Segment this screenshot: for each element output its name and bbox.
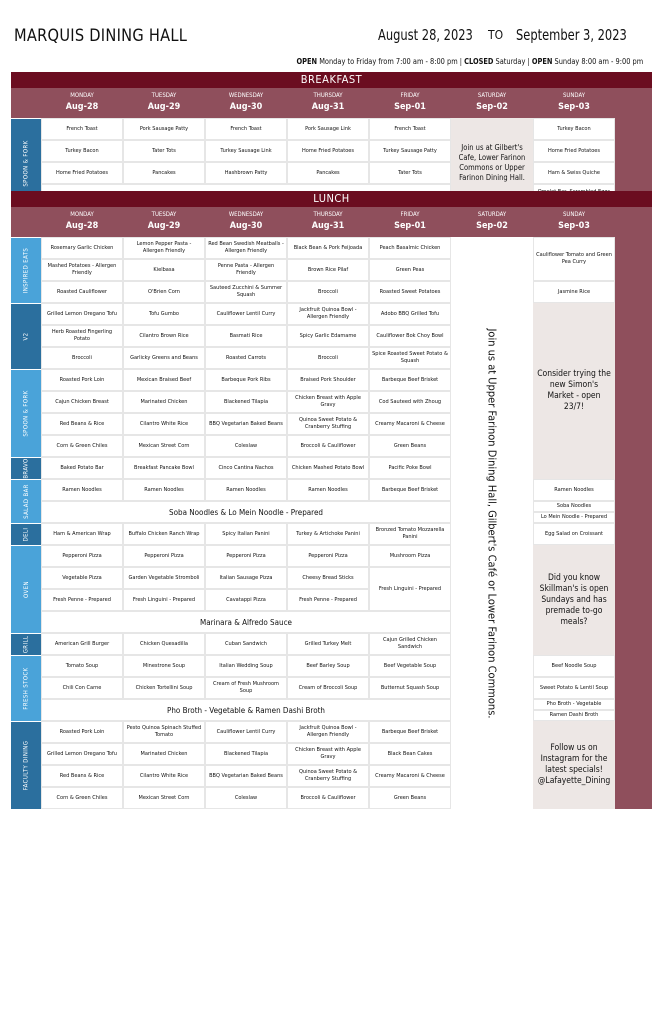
open-sunday: Sunday 8:00 am - 9:00 pm (554, 56, 643, 66)
day-date: Aug-28 (65, 102, 99, 112)
start-date: August 28, 2023 (378, 26, 473, 44)
sunday-stack (533, 699, 615, 721)
to-label: TO (488, 28, 504, 42)
day-header (205, 207, 287, 237)
menu-item: Grilled Turkey Melt (287, 633, 369, 655)
menu-item: Mexican Street Corn (123, 435, 205, 457)
menu-item: Broccoli & Cauliflower (287, 787, 369, 809)
station-salad (11, 479, 41, 523)
menu-item: Chicken Quesadilla (123, 633, 205, 655)
station-label: INSPIRED EATS (22, 247, 30, 294)
menu-item: Pancakes (287, 162, 369, 184)
menu-item: Braised Pork Shoulder (287, 369, 369, 391)
breakfast-section (11, 72, 652, 208)
menu-item: BBQ Vegetarian Baked Beans (205, 413, 287, 435)
sunday-item: Turkey Bacon (533, 118, 615, 140)
menu-item: Barbeque Pork Ribs (205, 369, 287, 391)
menu-item: Roasted Carrots (205, 347, 287, 369)
menu-item: Home Fried Potatoes (287, 140, 369, 162)
menu-item: Adobo BBQ Grilled Tofu (369, 303, 451, 325)
day-name: FRIDAY (400, 92, 420, 99)
station-deli (11, 523, 41, 545)
end-date: September 3, 2023 (516, 26, 627, 44)
menu-item: Red Beans & Rice (41, 765, 123, 787)
station-label: SPOON & FORK (22, 390, 30, 437)
breakfast-day-header (11, 88, 652, 118)
menu-item: Cajun Grilled Chicken Sandwich (369, 633, 451, 655)
day-header-spacer (11, 88, 41, 118)
day-header (451, 88, 533, 118)
station-v2 (11, 303, 41, 369)
open-weekday: Monday to Friday from 7:00 am - 8:00 pm (319, 56, 458, 66)
menu-item: Pork Sausage Patty (123, 118, 205, 140)
sunday-item: Lo Mein Noodle - Prepared (533, 512, 615, 523)
day-name: THURSDAY (313, 92, 343, 99)
day-name: TUESDAY (151, 211, 177, 218)
day-date: Aug-29 (147, 102, 181, 112)
closed-day: Saturday (495, 56, 526, 66)
day-header (205, 88, 287, 118)
station-label: FRESH STOCK (22, 667, 30, 710)
sunday-item: Ramen Noodles (533, 479, 615, 501)
menu-item: Rosemary Garlic Chicken (41, 237, 123, 259)
menu-item: Cream of Broccoli Soup (287, 677, 369, 699)
menu-item: Vegetable Pizza (41, 567, 123, 589)
sunday-item: Jasmine Rice (533, 281, 615, 303)
day-name: THURSDAY (313, 211, 343, 218)
station-label: FACULTY DINING (22, 740, 30, 791)
menu-item: Grilled Lemon Oregano Tofu (41, 303, 123, 325)
menu-item: Chicken Tortellini Soup (123, 677, 205, 699)
menu-item: Cilantro Brown Rice (123, 325, 205, 347)
day-name: SATURDAY (477, 92, 507, 99)
menu-item: Pepperoni Pizza (287, 545, 369, 567)
station-bravo (11, 457, 41, 479)
sunday-note: Did you know Skillman's is open Sundays and has premade to-go meals? (533, 545, 615, 655)
day-date: Aug-31 (311, 102, 345, 112)
menu-item: Grilled Lemon Oregano Tofu (41, 743, 123, 765)
menu-item: Bronzed Tomato Mozzarella Panini (369, 523, 451, 545)
menu-item: Pepperoni Pizza (123, 545, 205, 567)
station-label: GRILL (22, 635, 30, 654)
hall-title: MARQUIS DINING HALL (14, 26, 188, 46)
menu-item: Baked Potato Bar (41, 457, 123, 479)
lunch-title: LUNCH (11, 191, 652, 207)
menu-item: Cavatappi Pizza (205, 589, 287, 611)
menu-item: Broccoli (287, 347, 369, 369)
station-wide-item: Soba Noodles & Lo Mein Noodle - Prepared (41, 501, 451, 523)
menu-item: Corn & Green Chiles (41, 435, 123, 457)
menu-item: Roasted Cauliflower (41, 281, 123, 303)
lunch-grid (11, 237, 652, 809)
saturday-note: Join us at Upper Farinon Dining Hall, Gilbert's Café or Lower Farinon Commons. (485, 328, 499, 718)
menu-item: Spice Roasted Sweet Potato & Squash (369, 347, 451, 369)
day-date: Aug-31 (311, 221, 345, 231)
station-fresh (11, 655, 41, 721)
page-header (12, 22, 651, 52)
day-name: WEDNESDAY (228, 92, 264, 99)
menu-item: Pork Sausage Link (287, 118, 369, 140)
menu-item: Spicy Italian Panini (205, 523, 287, 545)
menu-item: Broccoli (287, 281, 369, 303)
menu-item: Kielbasa (123, 259, 205, 281)
menu-item: Coleslaw (205, 787, 287, 809)
sunday-stack (533, 501, 615, 523)
menu-item: Chicken Breast with Apple Gravy (287, 743, 369, 765)
menu-item: Garden Vegetable Stromboli (123, 567, 205, 589)
menu-item: Pepperoni Pizza (41, 545, 123, 567)
day-date: Sep-02 (476, 221, 508, 231)
menu-item: Pesto Quinoa Spinach Stuffed Tomato (123, 721, 205, 743)
menu-item: Mexican Street Corn (123, 787, 205, 809)
sunday-item: Sweet Potato & Lentil Soup (533, 677, 615, 699)
station-wide-item: Marinara & Alfredo Sauce (41, 611, 451, 633)
menu-item: Butternut Squash Soup (369, 677, 451, 699)
day-name: SUNDAY (563, 92, 585, 99)
menu-item: Beef Barley Soup (287, 655, 369, 677)
menu-item: Tomato Soup (41, 655, 123, 677)
menu-item: Cauliflower Lentil Curry (205, 303, 287, 325)
menu-item: Ramen Noodles (287, 479, 369, 501)
menu-item: Cinco Cantina Nachos (205, 457, 287, 479)
menu-item: Marinated Chicken (123, 743, 205, 765)
menu-item: O'Brien Corn (123, 281, 205, 303)
menu-item: Barbeque Beef Brisket (369, 479, 451, 501)
menu-item: Mexican Braised Beef (123, 369, 205, 391)
menu-item: Basmati Rice (205, 325, 287, 347)
station-faculty (11, 721, 41, 809)
day-date: Aug-30 (229, 102, 263, 112)
menu-item: Ramen Noodles (41, 479, 123, 501)
menu-item: Ham & American Wrap (41, 523, 123, 545)
menu-item: Cauliflower Lentil Curry (205, 721, 287, 743)
menu-item: Quinoa Sweet Potato & Cranberry Stuffing (287, 413, 369, 435)
station-spoon (11, 369, 41, 457)
station-label: OVEN (22, 581, 30, 598)
menu-item: Creamy Macaroni & Cheese (369, 413, 451, 435)
menu-item: Broccoli (41, 347, 123, 369)
menu-item: Cilantro White Rice (123, 413, 205, 435)
day-name: FRIDAY (400, 211, 420, 218)
day-date: Aug-29 (147, 221, 181, 231)
menu-item: Garlicky Greens and Beans (123, 347, 205, 369)
menu-item: Turkey Bacon (41, 140, 123, 162)
menu-item: Chili Con Carne (41, 677, 123, 699)
day-name: MONDAY (70, 211, 94, 218)
day-header (41, 88, 123, 118)
station-label: V2 (22, 332, 30, 341)
menu-item: Roasted Pork Loin (41, 369, 123, 391)
menu-item: Minestrone Soup (123, 655, 205, 677)
sunday-item: Beef Noodle Soup (533, 655, 615, 677)
menu-item: Red Bean Swedish Meatballs - Allergen Friendly (205, 237, 287, 259)
menu-item: Black Bean & Pork Feijoada (287, 237, 369, 259)
menu-item: Breakfast Pancake Bowl (123, 457, 205, 479)
menu-item: French Toast (369, 118, 451, 140)
menu-item: Cod Sauteed with Zhoug (369, 391, 451, 413)
day-name: SATURDAY (477, 211, 507, 218)
menu-item: Pancakes (123, 162, 205, 184)
menu-item: Blackened Tilapia (205, 743, 287, 765)
menu-item: Buffalo Chicken Ranch Wrap (123, 523, 205, 545)
menu-item: Mashed Potatoes - Allergen Friendly (41, 259, 123, 281)
day-header (533, 88, 615, 118)
menu-item: Chicken Mashed Potato Bowl (287, 457, 369, 479)
menu-item: Pepperoni Pizza (205, 545, 287, 567)
menu-item: Turkey Sausage Patty (369, 140, 451, 162)
day-header (41, 207, 123, 237)
menu-item: Cauliflower Bok Choy Bowl (369, 325, 451, 347)
menu-item: Mushroom Pizza (369, 545, 451, 567)
menu-item: French Toast (205, 118, 287, 140)
menu-item: Turkey & Artichoke Panini (287, 523, 369, 545)
menu-item: Brown Rice Pilaf (287, 259, 369, 281)
menu-item: Chicken Breast with Apple Gravy (287, 391, 369, 413)
day-date: Sep-01 (394, 102, 426, 112)
menu-item: Roasted Pork Loin (41, 721, 123, 743)
menu-item: Green Beans (369, 435, 451, 457)
sunday-item: Egg Salad on Croissant (533, 523, 615, 545)
sunday-item: Ramen Dashi Broth (533, 710, 615, 721)
sunday-item: Ham & Swiss Quiche (533, 162, 615, 184)
menu-item: BBQ Vegetarian Baked Beans (205, 765, 287, 787)
menu-item: Fresh Penne - Prepared (287, 589, 369, 611)
menu-item: Barbeque Beef Brisket (369, 721, 451, 743)
menu-item: Jackfruit Quinoa Bowl - Allergen Friendly (287, 303, 369, 325)
day-date: Sep-01 (394, 221, 426, 231)
day-name: MONDAY (70, 92, 94, 99)
station-grill (11, 633, 41, 655)
menu-item: Quinoa Sweet Potato & Cranberry Stuffing (287, 765, 369, 787)
menu-item: Tofu Gumbo (123, 303, 205, 325)
day-header (287, 207, 369, 237)
day-name: WEDNESDAY (228, 211, 264, 218)
day-header (287, 88, 369, 118)
menu-item: American Grill Burger (41, 633, 123, 655)
sunday-note: Consider trying the new Simon's Market - open 23/7! (533, 303, 615, 479)
menu-item: Fresh Linguini - Prepared (123, 589, 205, 611)
sunday-item: Soba Noodles (533, 501, 615, 512)
menu-item: Marinated Chicken (123, 391, 205, 413)
day-header (533, 207, 615, 237)
station-label: SPOON & FORK (22, 140, 30, 187)
station-label: BRAVO (22, 458, 30, 479)
menu-item: Home Fried Potatoes (41, 162, 123, 184)
menu-item: Beef Vegetable Soup (369, 655, 451, 677)
day-date: Sep-03 (558, 102, 590, 112)
open-sunday-label: OPEN (531, 56, 553, 66)
menu-item: Lemon Pepper Pasta - Allergen Friendly (123, 237, 205, 259)
sunday-item: Home Fried Potatoes (533, 140, 615, 162)
menu-item: Broccoli & Cauliflower (287, 435, 369, 457)
day-name: TUESDAY (151, 92, 177, 99)
day-header (123, 88, 205, 118)
lunch-section (11, 191, 652, 809)
menu-item: Cream of Fresh Mushroom Soup (205, 677, 287, 699)
station-inspired (11, 237, 41, 303)
day-date: Sep-03 (558, 221, 590, 231)
day-date: Aug-28 (65, 221, 99, 231)
menu-item: Penne Pasta - Allergen Friendly (205, 259, 287, 281)
day-header (123, 207, 205, 237)
menu-item: Peach Basalmic Chicken (369, 237, 451, 259)
menu-item: Fresh Penne - Prepared (41, 589, 123, 611)
day-header (369, 88, 451, 118)
menu-item: Creamy Macaroni & Cheese (369, 765, 451, 787)
menu-item: Barbeque Beef Brisket (369, 369, 451, 391)
day-header (451, 207, 533, 237)
menu-item: Sauteed Zucchini & Summer Squash (205, 281, 287, 303)
menu-item: French Toast (41, 118, 123, 140)
menu-item: Pacific Poke Bowl (369, 457, 451, 479)
menu-item: Coleslaw (205, 435, 287, 457)
day-header-spacer (11, 207, 41, 237)
menu-item: Spicy Garlic Edamame (287, 325, 369, 347)
closed-label: CLOSED (463, 56, 494, 66)
menu-item: Tater Tots (123, 140, 205, 162)
menu-item: Black Bean Cakes (369, 743, 451, 765)
menu-item: Herb Roasted Fingerling Potato (41, 325, 123, 347)
menu-item: Cilantro White Rice (123, 765, 205, 787)
station-label: DELI (22, 527, 30, 542)
day-date: Sep-02 (476, 102, 508, 112)
sunday-item: Pho Broth - Vegetable (533, 699, 615, 710)
menu-item: Ramen Noodles (205, 479, 287, 501)
saturday-note: Join us at Gilbert's Cafe, Lower Farinon Commons or Upper Farinon Dining Hall. (451, 118, 533, 208)
saturday-column (451, 237, 533, 809)
menu-item: Jackfruit Quinoa Bowl - Allergen Friendly (287, 721, 369, 743)
menu-item: Tater Tots (369, 162, 451, 184)
menu-item: Cajun Chicken Breast (41, 391, 123, 413)
day-name: SUNDAY (563, 211, 585, 218)
open-label: OPEN (296, 56, 317, 66)
menu-item: Cheesy Bread Sticks (287, 567, 369, 589)
menu-item: Italian Wedding Soup (205, 655, 287, 677)
menu-item: Red Beans & Rice (41, 413, 123, 435)
sunday-item: Cauliflower Tomato and Green Pea Curry (533, 237, 615, 281)
lunch-day-header (11, 207, 652, 237)
sunday-note: Follow us on Instagram for the latest specials! @Lafayette_Dining (533, 721, 615, 809)
day-date: Aug-30 (229, 221, 263, 231)
day-header (369, 207, 451, 237)
menu-item: Roasted Sweet Potatoes (369, 281, 451, 303)
right-margin (615, 237, 652, 809)
menu-item: Italian Sausage Pizza (205, 567, 287, 589)
station-label: SALAD BAR (22, 484, 30, 519)
menu-item: Green Peas (369, 259, 451, 281)
menu-item: Fresh Linguini - Prepared (369, 567, 451, 611)
menu-item: Corn & Green Chiles (41, 787, 123, 809)
menu-item: Cuban Sandwich (205, 633, 287, 655)
menu-item: Blackened Tilapia (205, 391, 287, 413)
menu-item: Turkey Sausage Link (205, 140, 287, 162)
menu-item: Green Beans (369, 787, 451, 809)
hours-line: OPEN Monday to Friday from 7:00 am - 8:00 pm | CLOSED Saturday | OPEN Sunday 8:00 am - 9:00 pm (296, 56, 643, 66)
menu-item: Hashbrown Patty (205, 162, 287, 184)
breakfast-title: BREAKFAST (11, 72, 652, 88)
station-wide-item: Pho Broth - Vegetable & Ramen Dashi Broth (41, 699, 451, 721)
menu-item: Ramen Noodles (123, 479, 205, 501)
station-oven (11, 545, 41, 633)
